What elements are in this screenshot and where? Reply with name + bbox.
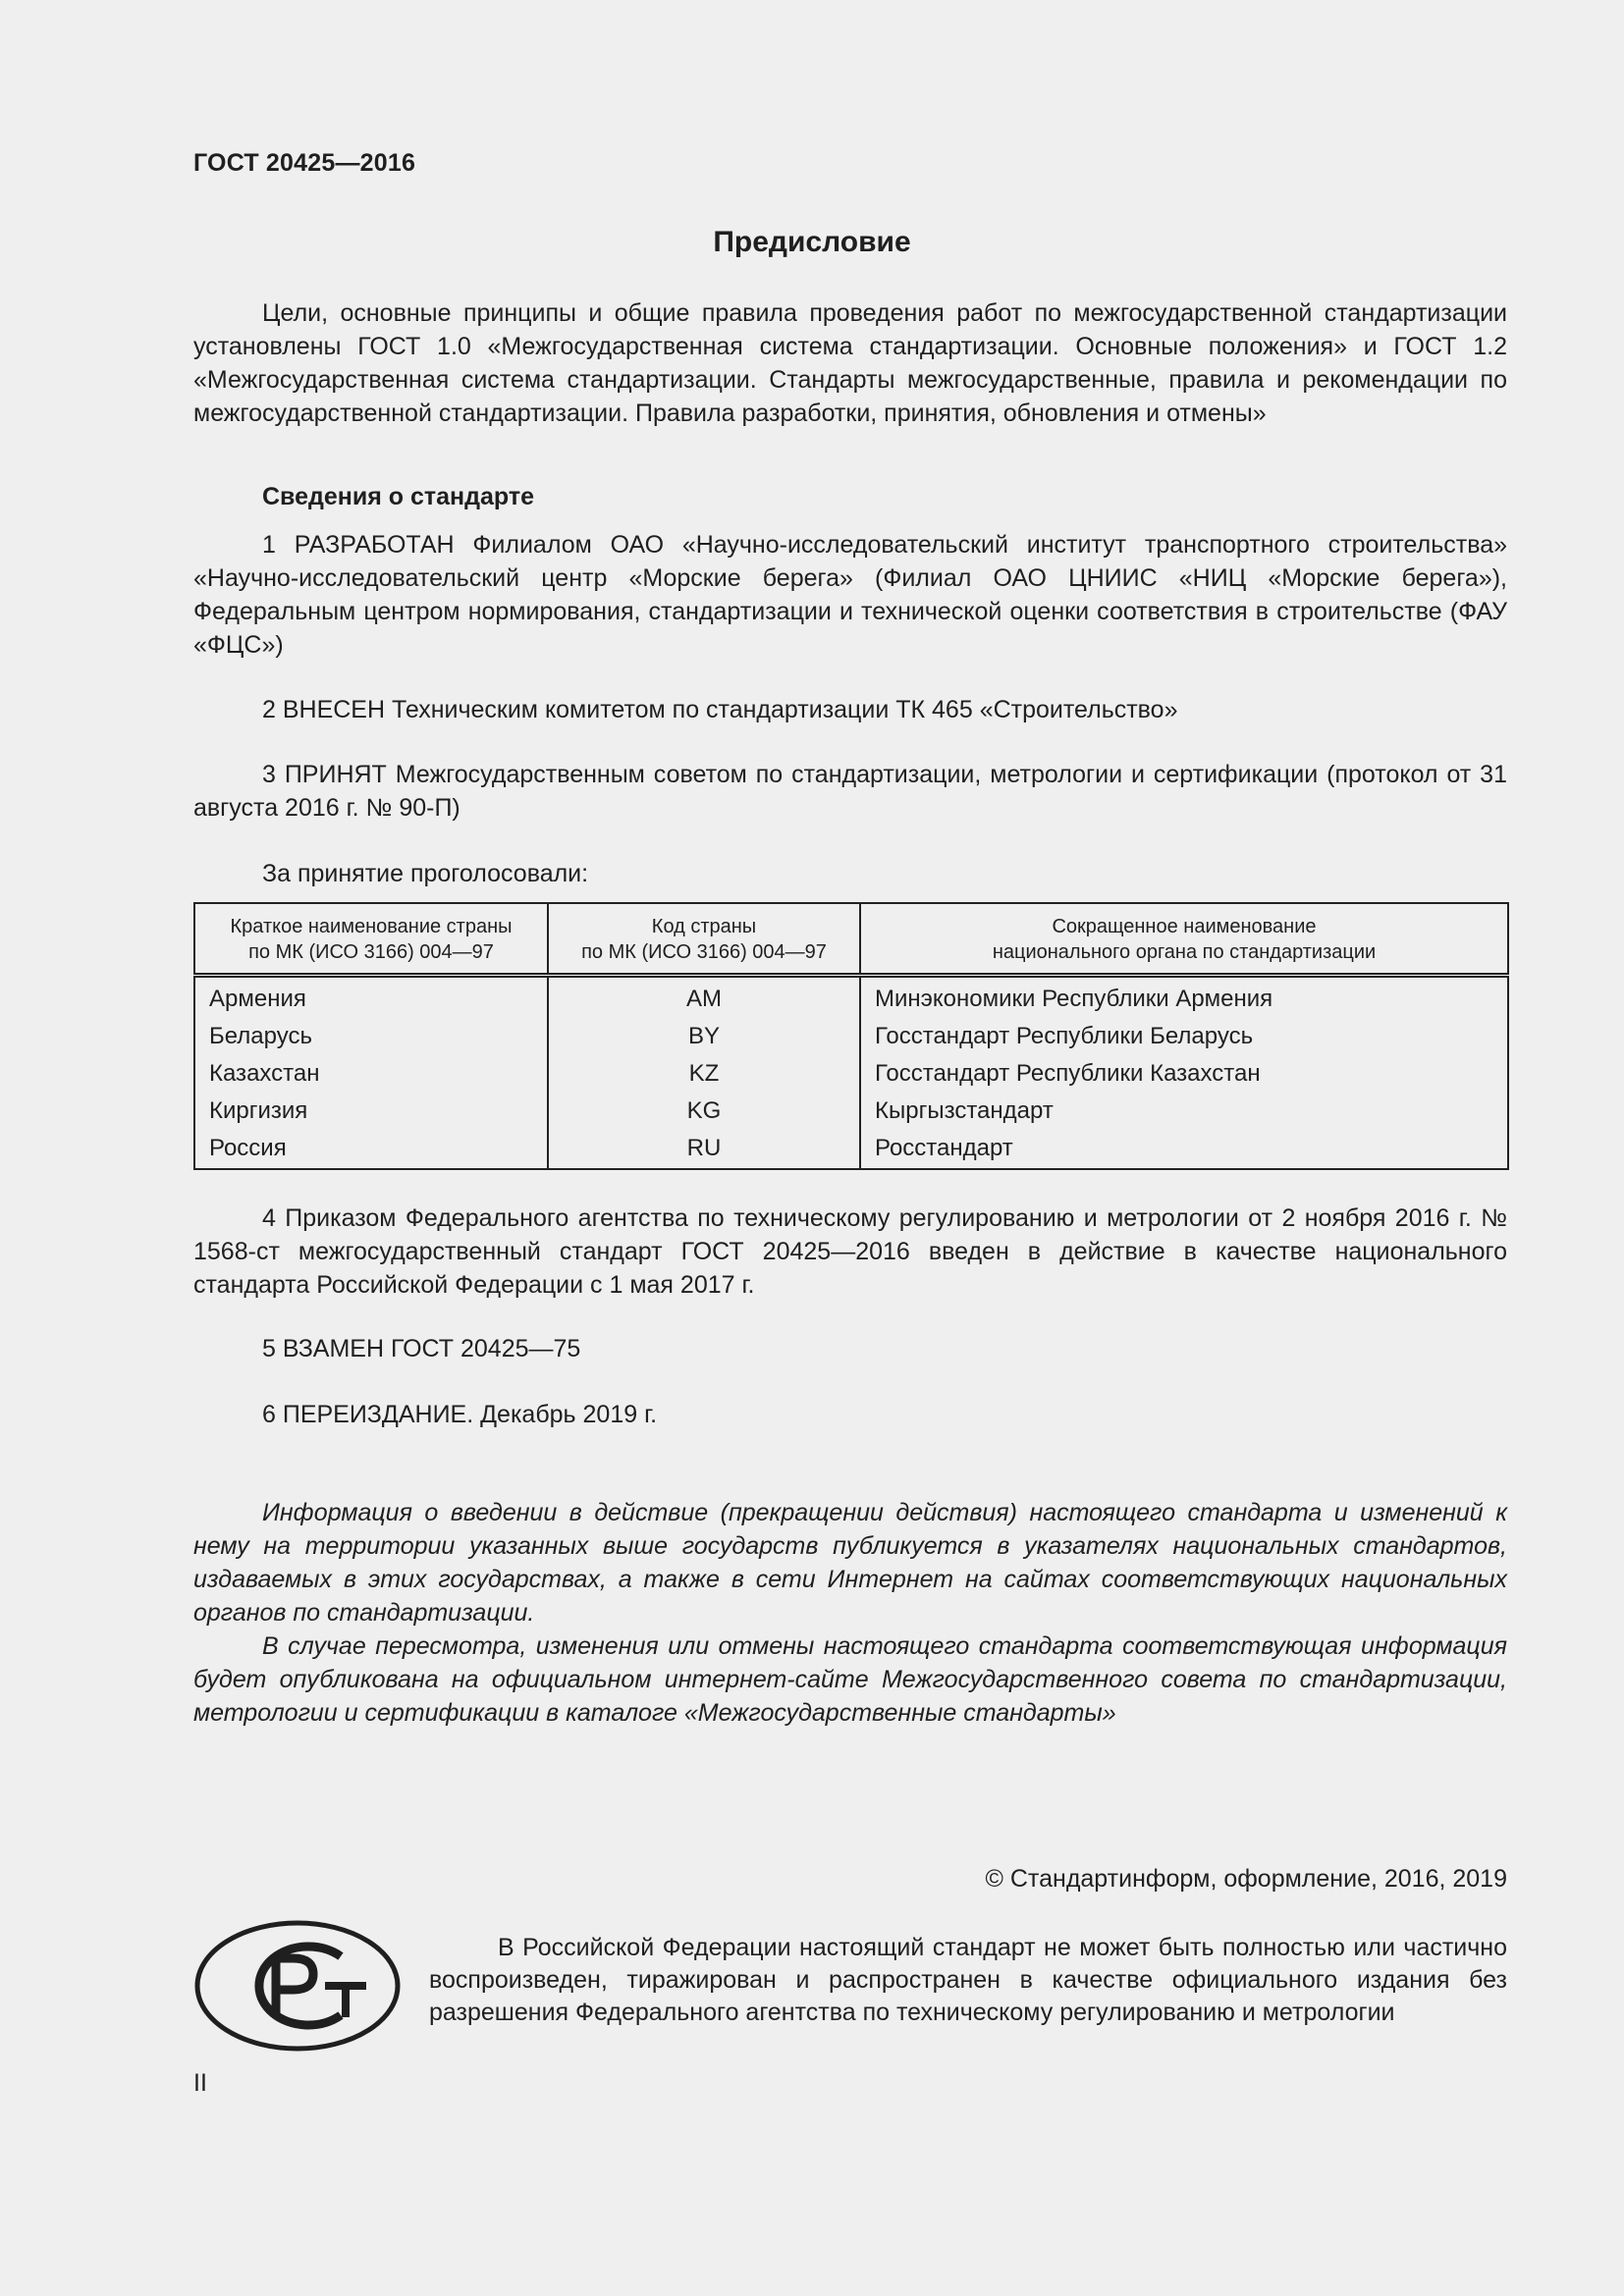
body-cell: Госстандарт Республики Казахстан [860,1055,1508,1093]
code-cell: BY [548,1018,860,1055]
col-header-code: Код страны по МК (ИСО 3166) 004—97 [548,903,860,976]
table-header-row [194,903,1508,976]
body-cell: Минэкономики Республики Армения [860,976,1508,1019]
table-row [194,1093,1508,1130]
item-6-paragraph: 6 ПЕРЕИЗДАНИЕ. Декабрь 2019 г. [262,1401,658,1428]
info-block [193,1496,1507,1730]
country-cell: Россия [194,1130,548,1169]
info-paragraph-1: Информация о введении в действие (прекращении действия) настоящего стандарта и изменений к нему на территории указанных выше государств публикуется в указателях национальных стандартов, издаваемых в этих государствах, а также в сети Интернет на сайтах соответствующих национальных органов по стандартизации. [193,1499,1507,1627]
code-cell: KZ [548,1055,860,1093]
copyright-notice: © Стандартинформ, оформление, 2016, 2019 [985,1865,1507,1893]
item-4-block [193,1201,1507,1302]
table-row [194,976,1508,1019]
body-cell: Росстандарт [860,1130,1508,1169]
col-header-body: Сокращенное наименование национального органа по стандартизации [860,903,1508,976]
item-6-block [193,1398,1507,1431]
body-cell: Госстандарт Республики Беларусь [860,1018,1508,1055]
info-paragraph-2: В случае пересмотра, изменения или отмены настоящего стандарта соответствующая информация будет опубликована на официальном интернет-сайте Межгосударственного совета по стандартизации, метрологии и сертификации в каталоге «Межгосударственные стандарты» [193,1632,1507,1727]
country-cell: Армения [194,976,548,1019]
table-row [194,1130,1508,1169]
item-1-block [193,528,1507,662]
section-heading: Сведения о стандарте [262,483,535,510]
page-title: Предисловие [713,226,911,258]
item-2-paragraph: 2 ВНЕСЕН Техническим комитетом по стандартизации ТК 465 «Строительство» [262,696,1178,723]
vote-intro: За принятие проголосовали: [262,860,589,887]
document-header: ГОСТ 20425—2016 [193,149,416,177]
item-3-paragraph: 3 ПРИНЯТ Межгосударственным советом по стандартизации, метрологии и сертификации (протокол от 31 августа 2016 г. № 90-П) [193,761,1507,822]
intro-block [193,296,1507,430]
table-row [194,1055,1508,1093]
item-5-block [193,1332,1507,1365]
body-cell: Кыргызстандарт [860,1093,1508,1130]
col-header-country: Краткое наименование страны по МК (ИСО 3166) 004—97 [194,903,548,976]
country-cell: Казахстан [194,1055,548,1093]
page-number: II [193,2069,207,2097]
vote-intro-block [193,857,1507,890]
intro-paragraph: Цели, основные принципы и общие правила проведения работ по межгосударственной стандартизации установлены ГОСТ 1.0 «Межгосударственная система стандартизации. Основные положения» и ГОСТ 1.2 «Межгосударственная система стандартизации. Стандарты межгосударственные, правила и рекомендации по межгосударственной стандартизации. Правила разработки, принятия, обновления и отмены» [193,299,1507,427]
reproduction-notice: В Российской Федерации настоящий стандарт не может быть полностью или частично воспроизведен, тиражирован и распространен в качестве официального издания без разрешения Федерального агентства по техническому регулированию и метрологии [429,1934,1507,2026]
item-2-block [193,693,1507,726]
rst-logo [193,1919,402,2057]
item-1-paragraph: 1 РАЗРАБОТАН Филиалом ОАО «Научно-исследовательский институт транспортного строительства» «Научно-исследовательский центр «Морские берега» (Филиал ОАО ЦНИИС «НИЦ «Морские берега»), Федеральным центром нормирования, стандартизации и технической оценки соответствия в строительстве (ФАУ «ФЦС») [193,531,1507,659]
code-cell: AM [548,976,860,1019]
table-row [194,1018,1508,1055]
item-3-block [193,758,1507,825]
code-cell: RU [548,1130,860,1169]
voting-table [193,902,1509,1170]
rst-logo-icon [193,1919,402,2053]
item-5-paragraph: 5 ВЗАМЕН ГОСТ 20425—75 [262,1335,581,1362]
country-cell: Беларусь [194,1018,548,1055]
code-cell: KG [548,1093,860,1130]
country-cell: Киргизия [194,1093,548,1130]
item-4-paragraph: 4 Приказом Федерального агентства по техническому регулированию и метрологии от 2 ноября 2016 г. № 1568-ст межгосударственный стандарт ГОСТ 20425—2016 введен в действие в качестве национального стандарта Российской Федерации с 1 мая 2017 г. [193,1204,1507,1299]
